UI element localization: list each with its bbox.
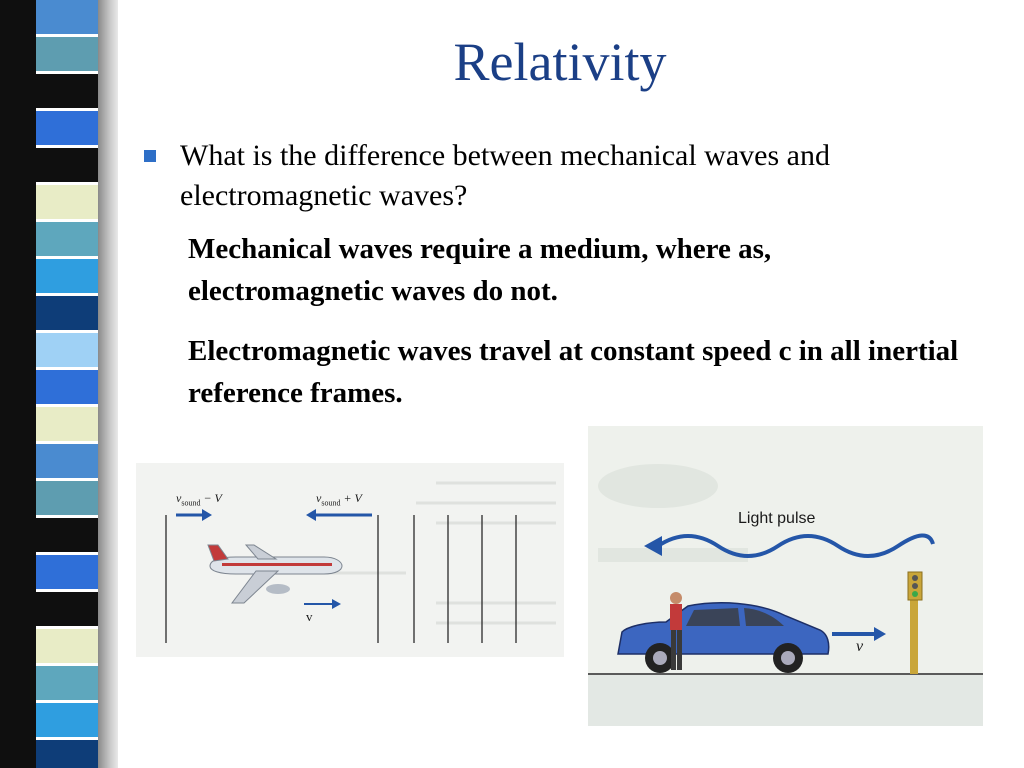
sound-minus-v-label: $v_{sound} - V$ xyxy=(176,491,222,508)
side-bar-stripe xyxy=(36,259,98,293)
car-icon xyxy=(618,603,829,673)
side-bar-stripe xyxy=(36,111,98,145)
side-bar-stripe xyxy=(36,740,98,768)
road xyxy=(588,674,983,726)
side-bar-stripe xyxy=(36,296,98,330)
traffic-light-icon xyxy=(908,572,922,674)
sound-plus-v-label: $v_{sound} + V$ xyxy=(316,491,362,508)
side-bar-stripe xyxy=(36,518,98,552)
airplane-velocity-label: v xyxy=(306,609,313,624)
airplane-icon xyxy=(208,545,342,603)
light-pulse-label: Light pulse xyxy=(738,510,816,527)
bleed-through-texture xyxy=(256,483,556,623)
side-bar-stripe xyxy=(36,222,98,256)
side-bar-stripe xyxy=(36,407,98,441)
car-velocity-label: v xyxy=(856,638,864,655)
side-bar-stripe xyxy=(36,148,98,182)
side-bar-dark-strip xyxy=(0,0,36,768)
side-bar-shadow xyxy=(98,0,118,768)
side-bar-stripe xyxy=(36,333,98,367)
side-bar-stripe xyxy=(36,74,98,108)
car-light-pulse-figure xyxy=(588,426,983,726)
side-bar-stripe xyxy=(36,370,98,404)
bullet-question: What is the difference between mechanical waves and electromagnetic waves? xyxy=(180,139,830,212)
side-bar-stripe xyxy=(36,629,98,663)
side-bar-stripe xyxy=(36,481,98,515)
side-bar-stripe xyxy=(36,592,98,626)
car-light-pulse-diagram xyxy=(588,426,983,726)
person-icon xyxy=(670,592,682,670)
side-bar-stripe xyxy=(36,703,98,737)
side-bar-stripe xyxy=(36,37,98,71)
decorative-side-bar xyxy=(0,0,118,768)
bleed-through-texture xyxy=(598,464,748,562)
side-bar-stripes xyxy=(36,0,98,768)
answer-em-waves: Electromagnetic waves travel at constant speed c in all inertial reference frames. xyxy=(188,335,959,409)
slide-title: Relativity xyxy=(453,32,667,92)
side-bar-stripe xyxy=(36,555,98,589)
side-bar-stripe xyxy=(36,185,98,219)
side-bar-stripe xyxy=(36,444,98,478)
side-bar-stripe xyxy=(36,0,98,34)
airplane-sound-figure xyxy=(136,463,564,657)
bullet-square-icon xyxy=(144,150,156,162)
velocity-arrowhead-icon xyxy=(874,627,886,641)
answer-mechanical-waves: Mechanical waves require a medium, where as, electromagnetic waves do not. xyxy=(188,233,772,307)
side-bar-stripe xyxy=(36,666,98,700)
